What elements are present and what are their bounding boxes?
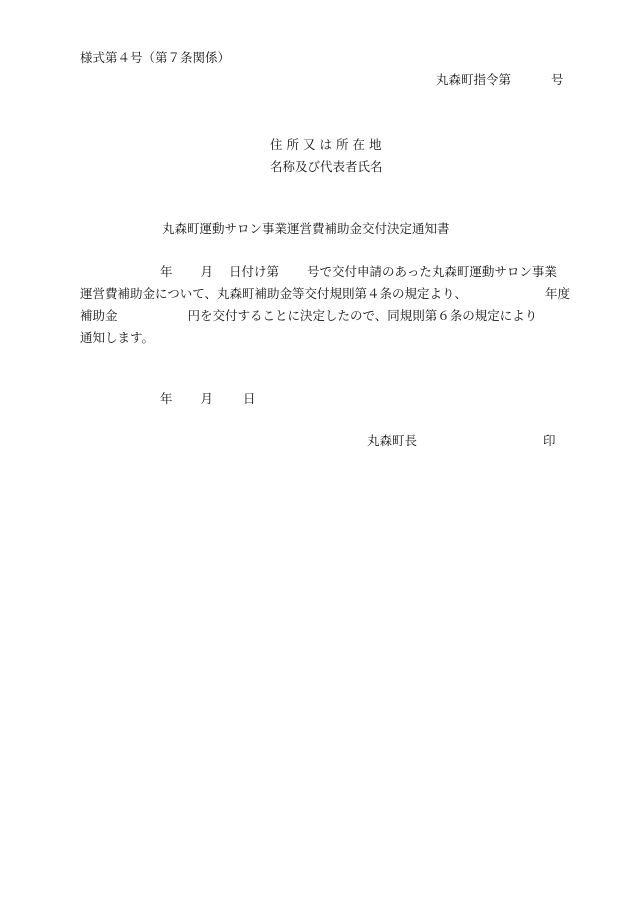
body-line-2 [80, 288, 590, 301]
seal-mark: 印 [543, 433, 556, 448]
application-month-label: 月 [200, 264, 214, 279]
body-line-1 [80, 266, 590, 279]
subsidy-label: 補助金 [80, 308, 118, 323]
fiscal-year-label: 年度 [545, 286, 571, 301]
issue-day-label: 日 [243, 391, 256, 406]
application-year-label: 年 [160, 264, 173, 279]
body-line-1-text: 号で交付申請のあった丸森町運動サロン事業 [307, 264, 557, 279]
body-line-4-text: 通知します。 [80, 330, 155, 345]
document-number-prefix: 丸森町指令第 [436, 72, 512, 87]
representative-name-label: 名称及び代表者氏名 [270, 159, 383, 174]
body-line-2-text: 運営費補助金について、丸森町補助金等交付規則第４条の規定より、 [80, 286, 468, 301]
form-number: 様式第４号（第７条関係） [80, 50, 231, 65]
body-line-3 [80, 310, 590, 323]
issue-year-label: 年 [160, 391, 173, 406]
mayor-label: 丸森町長 [367, 433, 418, 448]
body-line-3-text: 円を交付することに決定したので、同規則第６条の規定により [187, 308, 538, 323]
issue-month-label: 月 [200, 391, 214, 406]
address-label: 住所又は所在地 [270, 137, 386, 152]
issue-date [160, 393, 256, 406]
notice-title: 丸森町運動サロン事業運営費補助金交付決定通知書 [162, 221, 450, 236]
application-date-label: 日付け第 [229, 264, 280, 279]
document-number [436, 74, 564, 87]
document-number-suffix: 号 [551, 72, 564, 87]
body-line-4 [80, 332, 590, 345]
